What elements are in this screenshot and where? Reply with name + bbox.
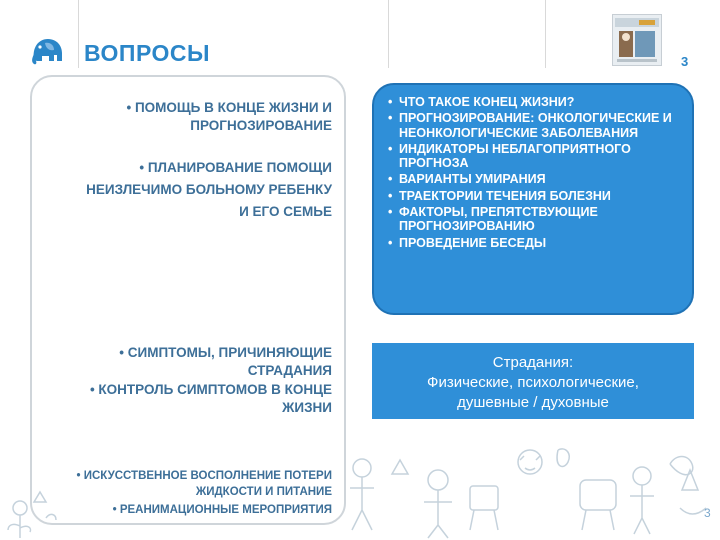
top-divider-mid: [388, 0, 389, 68]
list-item: • ПРОГНОЗИРОВАНИЕ: ОНКОЛОГИЧЕСКИЕ И НЕОНКОЛОГИЧЕСКИЕ ЗАБОЛЕВАНИЯ: [399, 111, 680, 140]
topic-end-of-life-line1: • ПОМОЩЬ В КОНЦЕ ЖИЗНИ И: [126, 100, 332, 115]
page-number-top: 3: [681, 54, 689, 69]
list-item: • ФАКТОРЫ, ПРЕПЯТСТВУЮЩИЕ ПРОГНОЗИРОВАНИЮ: [399, 205, 680, 234]
list-item: • ЧТО ТАКОЕ КОНЕЦ ЖИЗНИ?: [399, 95, 680, 109]
topics-panel: [30, 75, 346, 525]
topic-symptoms-line2: СТРАДАНИЯ: [247, 363, 332, 378]
suffering-types-line1: Физические, психологические,: [427, 374, 639, 391]
topic-control-line1: • КОНТРОЛЬ СИМПТОМОВ В КОНЦЕ: [89, 382, 332, 397]
topic-planning-line3: И ЕГО СЕМЬЕ: [239, 204, 332, 219]
book-cover-thumbnail: [612, 14, 662, 66]
children-doodles-icon: [340, 430, 720, 540]
suffering-box: [372, 343, 694, 419]
prognosis-panel: [372, 83, 694, 315]
suffering-types-line2: душевные / духовные: [457, 394, 609, 411]
topic-control-line2: ЖИЗНИ: [282, 400, 332, 415]
topic-end-of-life-line2: ПРОГНОЗИРОВАНИЕ: [190, 118, 332, 133]
prognosis-list: [374, 85, 692, 250]
topic-nutrition-line2: ЖИДКОСТИ И ПИТАНИЕ: [195, 486, 332, 498]
list-item: • ВАРИАНТЫ УМИРАНИЯ: [399, 172, 680, 186]
topic-nutrition-line1: • ИСКУССТВЕННОЕ ВОСПОЛНЕНИЕ ПОТЕРИ: [76, 470, 332, 482]
list-item: • ТРАЕКТОРИИ ТЕЧЕНИЯ БОЛЕЗНИ: [399, 189, 680, 203]
page-number-bottom: 3: [704, 506, 711, 520]
topic-resuscitation: • РЕАНИМАЦИОННЫЕ МЕРОПРИЯТИЯ: [112, 504, 332, 516]
top-divider-left: [78, 0, 79, 68]
top-divider-right: [545, 0, 546, 68]
topic-planning-line1: • ПЛАНИРОВАНИЕ ПОМОЩИ: [139, 160, 332, 175]
page-title: ВОПРОСЫ: [84, 40, 211, 66]
flower-doodle-icon: [0, 478, 60, 540]
topic-symptoms-line1: • СИМПТОМЫ, ПРИЧИНЯЮЩИЕ: [119, 345, 332, 360]
suffering-title: Страдания:: [492, 354, 574, 371]
list-item: • ИНДИКАТОРЫ НЕБЛАГОПРИЯТНОГО ПРОГНОЗА: [399, 142, 680, 171]
elephant-icon: [28, 34, 64, 66]
topic-planning-line2: НЕИЗЛЕЧИМО БОЛЬНОМУ РЕБЕНКУ: [86, 182, 332, 197]
list-item: • ПРОВЕДЕНИЕ БЕСЕДЫ: [399, 236, 680, 250]
